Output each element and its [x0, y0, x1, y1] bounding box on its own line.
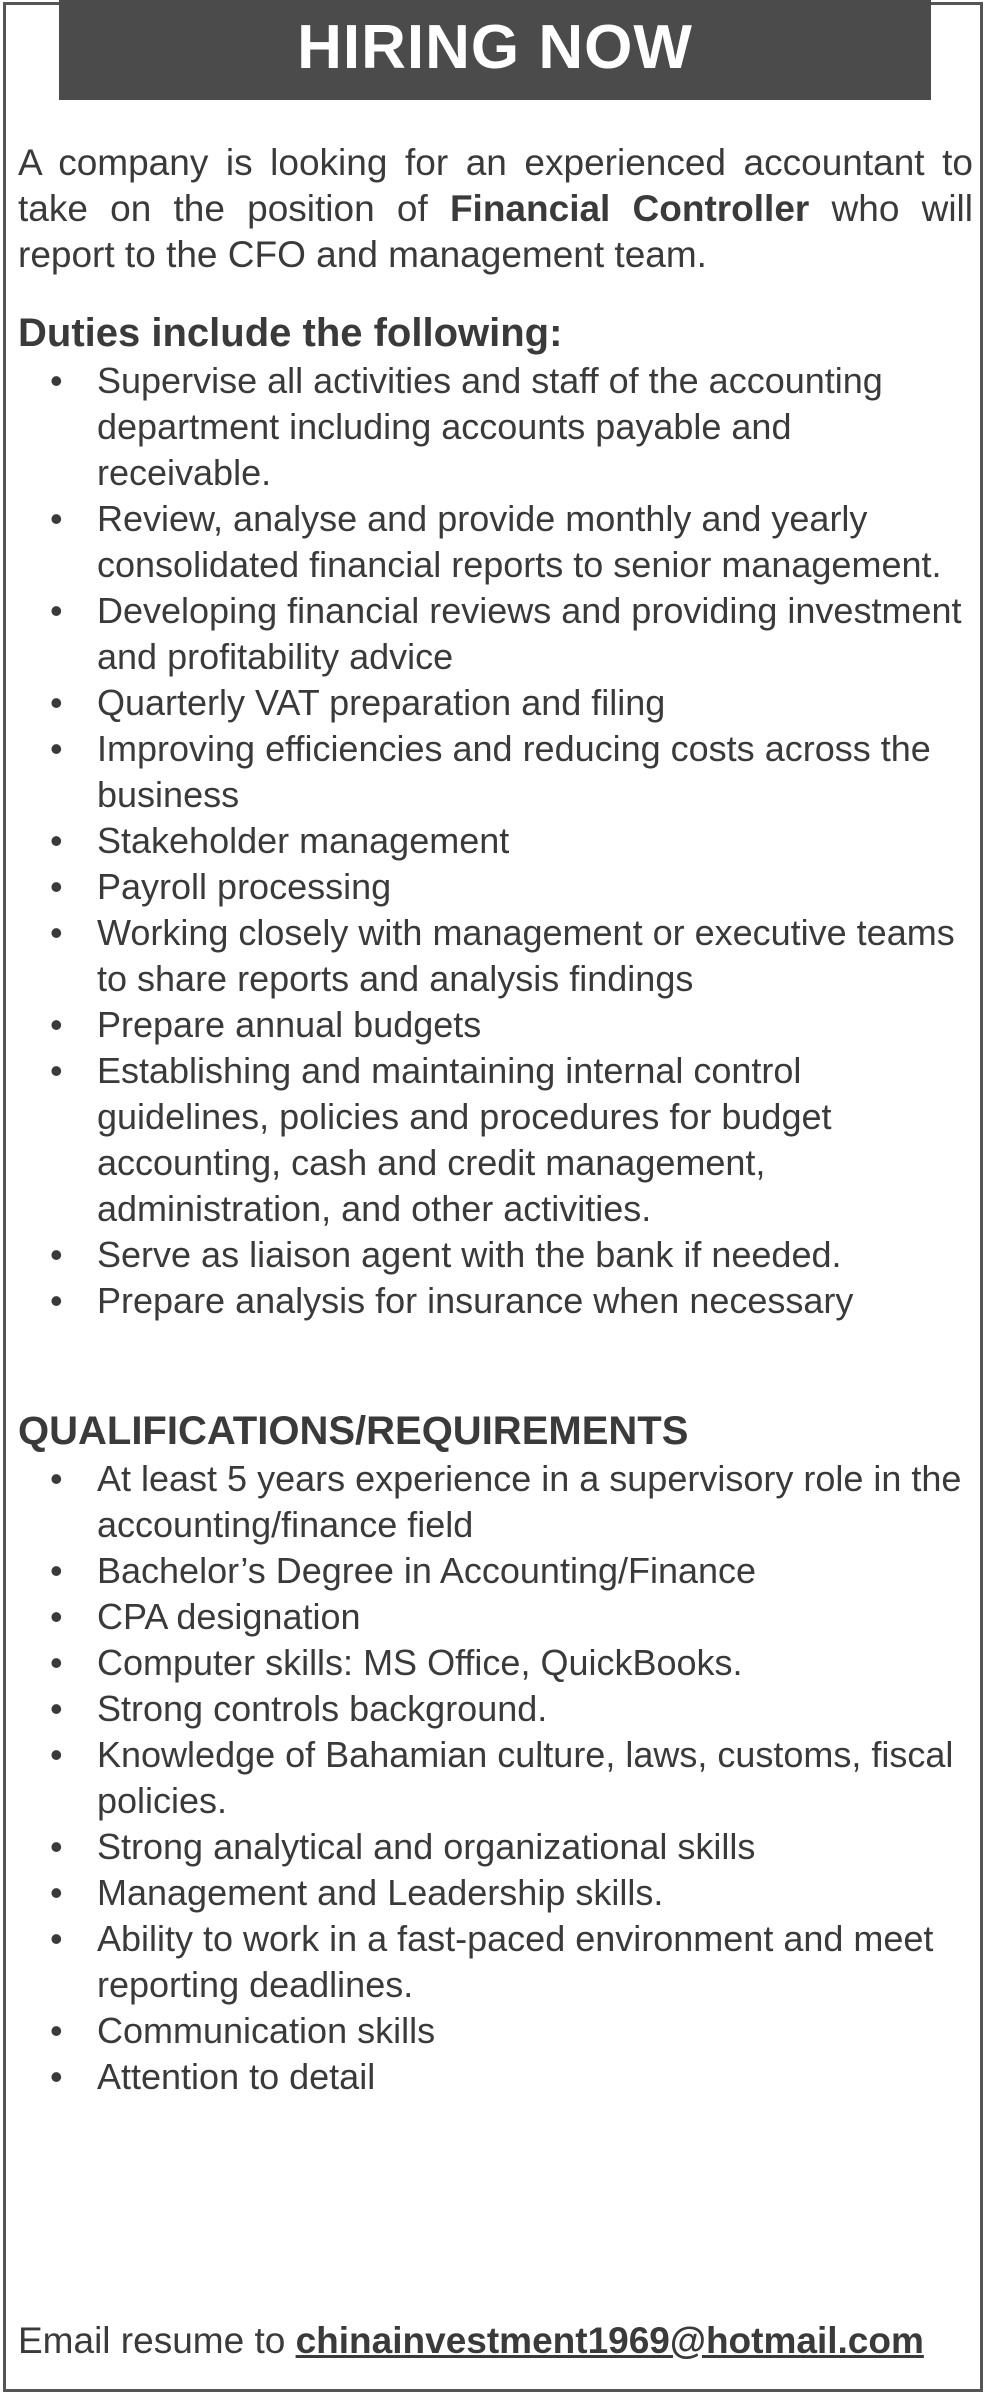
duty-item	[18, 680, 973, 726]
qualification-item-text: Management and Leadership skills.	[97, 1872, 664, 1913]
qualification-item	[18, 1686, 973, 1732]
qualification-item-text: Knowledge of Bahamian culture, laws, customs, fiscal policies.	[97, 1734, 954, 1821]
bullet-icon: •	[50, 1004, 63, 1045]
duty-item	[18, 1232, 973, 1278]
duty-item-text: Prepare annual budgets	[97, 1004, 482, 1045]
bullet-icon: •	[50, 728, 63, 769]
intro-text-end: who will report to the CFO and management team.	[18, 188, 973, 275]
bullet-icon: •	[50, 590, 63, 631]
duty-item	[18, 358, 973, 496]
qualification-item-text: At least 5 years experience in a supervisory role in the accounting/finance field	[97, 1458, 962, 1545]
bullet-icon: •	[50, 1234, 63, 1275]
qualification-item-text: Communication skills	[97, 2010, 436, 2051]
qualification-item	[18, 1916, 973, 2008]
qualification-item-text: Strong analytical and organizational skills	[97, 1826, 756, 1867]
duty-item	[18, 1278, 973, 1324]
qualification-item	[18, 1548, 973, 1594]
bullet-icon: •	[50, 1050, 63, 1091]
duty-item-text: Improving efficiencies and reducing costs across the business	[97, 728, 931, 815]
bullet-icon: •	[50, 1734, 63, 1775]
qualification-item-text: CPA designation	[97, 1596, 361, 1637]
duty-item-text: Quarterly VAT preparation and filing	[97, 682, 666, 723]
qualification-item-text: Attention to detail	[97, 2056, 376, 2097]
duty-item-text: Establishing and maintaining internal control guidelines, policies and procedures for budget accounting, cash and credit management, administration, and other activities.	[97, 1050, 832, 1229]
position-title: Financial Controller	[449, 188, 810, 229]
duties-heading: Duties include the following:	[18, 311, 563, 355]
qualification-item-text: Computer skills: MS Office, QuickBooks.	[97, 1642, 743, 1683]
intro-paragraph	[18, 140, 973, 278]
qualification-item	[18, 1456, 973, 1548]
duty-item	[18, 726, 973, 818]
bullet-icon: •	[50, 1550, 63, 1591]
qualification-item-text: Bachelor’s Degree in Accounting/Finance	[97, 1550, 757, 1591]
qualification-item	[18, 2008, 973, 2054]
duty-item	[18, 1002, 973, 1048]
contact-prefix: Email resume to	[18, 2320, 296, 2361]
bullet-icon: •	[50, 2010, 63, 2051]
duty-item	[18, 864, 973, 910]
bullet-icon: •	[50, 1642, 63, 1683]
duty-item	[18, 1048, 973, 1232]
duty-item	[18, 496, 973, 588]
duty-item-text: Developing financial reviews and providing investment and profitability advice	[97, 590, 962, 677]
qualification-item-text: Strong controls background.	[97, 1688, 548, 1729]
duty-item-text: Supervise all activities and staff of the accounting department including accounts payable and receivable.	[97, 360, 883, 493]
qualification-item-text: Ability to work in a fast-paced environment and meet reporting deadlines.	[97, 1918, 934, 2005]
bullet-icon: •	[50, 360, 63, 401]
qualification-item	[18, 1640, 973, 1686]
main-content	[18, 140, 973, 2100]
qualifications-heading: QUALIFICATIONS/REQUIREMENTS	[18, 1409, 689, 1453]
email-link[interactable]: chinainvestment1969@hotmail.com	[295, 2320, 924, 2361]
duty-item-text: Working closely with management or executive teams to share reports and analysis findings	[97, 912, 955, 999]
duty-item-text: Prepare analysis for insurance when necessary	[97, 1280, 854, 1321]
bullet-icon: •	[50, 866, 63, 907]
bullet-icon: •	[50, 820, 63, 861]
qualifications-list	[18, 1456, 973, 2100]
bullet-icon: •	[50, 1918, 63, 1959]
duty-item-text: Payroll processing	[97, 866, 392, 907]
bullet-icon: •	[50, 1826, 63, 1867]
qualification-item	[18, 2054, 973, 2100]
intro-text-start: A company is looking for an experienced accountant to take on the position of	[18, 142, 973, 229]
bullet-icon: •	[50, 498, 63, 539]
duty-item-text: Stakeholder management	[97, 820, 510, 861]
duty-item	[18, 818, 973, 864]
bullet-icon: •	[50, 2056, 63, 2097]
qualification-item	[18, 1824, 973, 1870]
contact-line	[18, 2318, 924, 2364]
bullet-icon: •	[50, 912, 63, 953]
hiring-banner	[59, 0, 931, 100]
duty-item	[18, 588, 973, 680]
duty-item	[18, 910, 973, 1002]
banner-title: HIRING NOW	[297, 13, 693, 82]
bullet-icon: •	[50, 682, 63, 723]
bullet-icon: •	[50, 1688, 63, 1729]
qualification-item	[18, 1594, 973, 1640]
qualification-item	[18, 1870, 973, 1916]
duty-item-text: Review, analyse and provide monthly and yearly consolidated financial reports to senior management.	[97, 498, 942, 585]
bullet-icon: •	[50, 1872, 63, 1913]
bullet-icon: •	[50, 1596, 63, 1637]
duties-list	[18, 358, 973, 1324]
bullet-icon: •	[50, 1280, 63, 1321]
qualification-item	[18, 1732, 973, 1824]
duty-item-text: Serve as liaison agent with the bank if needed.	[97, 1234, 842, 1275]
bullet-icon: •	[50, 1458, 63, 1499]
